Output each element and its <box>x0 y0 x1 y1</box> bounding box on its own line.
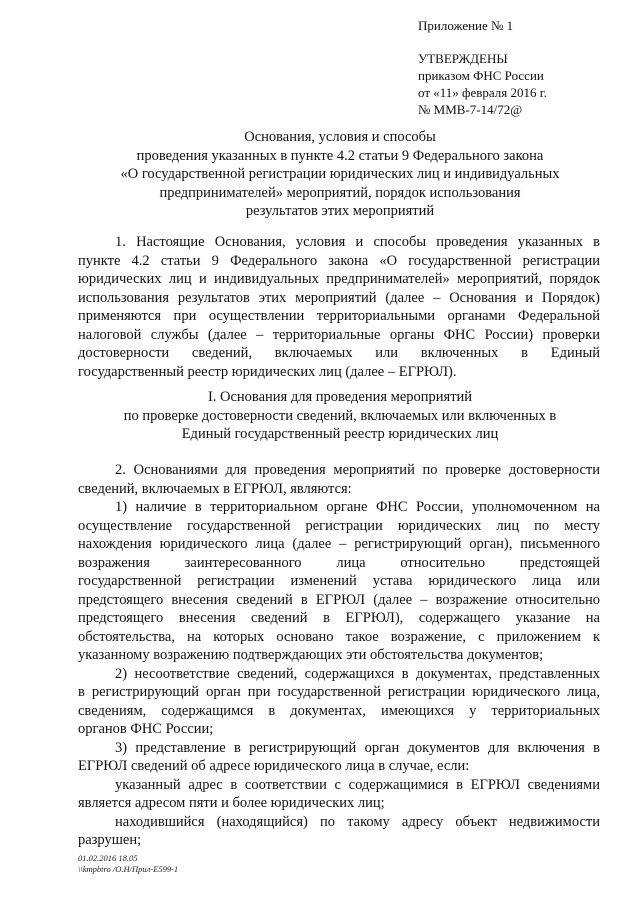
section-heading-line: Единый государственный реестр юридических лиц <box>181 426 499 442</box>
text-line: сведений, включаемых в ЕГРЮЛ, являются: <box>78 480 352 497</box>
text-line: в регистрирующий орган при государственной регистрации юридического лица, <box>78 684 600 700</box>
text-line: указанный адрес в соответствии с содержащимися в ЕГРЮЛ сведениями <box>115 776 600 793</box>
title-line: проведения указанных в пункте 4.2 статьи 9 Федерального закона <box>136 147 544 164</box>
text-line: 1. Настоящие Основания, условия и способы проведения указанных в <box>115 234 600 250</box>
document-title <box>60 128 620 221</box>
text-line: предстоящего внесения сведений в ЕГРЮЛ), содержащего указание на <box>78 610 600 626</box>
text-line: налоговой службы (далее – территориальные органы ФНС России) проверки <box>78 326 600 343</box>
order-date: от «11» февраля 2016 г. <box>418 85 547 100</box>
text-line: органов ФНС России; <box>78 721 214 737</box>
section-heading-line: по проверке достоверности сведений, включаемых или включенных в <box>123 407 557 424</box>
title-line: «О государственной регистрации юридических лиц и индивидуальных <box>120 166 560 182</box>
text-line: сведениям, содержащимся в документах, имеющихся у территориальных <box>78 702 600 719</box>
text-line: возражения заинтересованного лица относительно предстоящей <box>78 554 600 571</box>
document-footer <box>78 853 178 875</box>
text-line: достоверности сведений, включаемых или включенных в Единый <box>78 345 600 361</box>
approved-label: УТВЕРЖДЕНЫ <box>418 51 508 66</box>
text-line: осуществление государственной регистрации юридических лиц по месту <box>78 517 600 534</box>
text-line: использования результатов этих мероприятий (далее – Основания и Порядок) <box>78 289 600 306</box>
title-line: результатов этих мероприятий <box>245 203 435 219</box>
order-number: № ММВ-7-14/72@ <box>418 102 523 117</box>
footer-timestamp: 01.02.2016 18.05 <box>78 853 138 863</box>
text-line: обстоятельства, на которых основано такое возражение, с приложением к <box>78 628 600 645</box>
approval-stamp <box>418 50 547 118</box>
text-line: 3) представление в регистрирующий орган документов для включения в <box>115 739 600 756</box>
text-line: предстоящего внесения сведений в ЕГРЮЛ (далее – возражение относительно <box>78 591 600 608</box>
text-line: указанному возражению подтверждающих эти обстоятельства документов; <box>78 647 544 663</box>
section-1-heading <box>60 388 620 444</box>
text-line: нахождения юридического лица (далее – регистрирующий орган), письменного <box>78 536 600 552</box>
order-line: приказом ФНС России <box>418 68 544 83</box>
paragraph-1 <box>78 233 600 381</box>
text-line: находившийся (находящийся) по такому адресу объект недвижимости <box>115 813 600 830</box>
text-line: разрушен; <box>78 832 142 848</box>
text-line: государственный реестр юридических лиц (далее – ЕГРЮЛ). <box>78 363 457 380</box>
text-line: юридических лиц и индивидуальных предпринимателей» мероприятий, порядок <box>78 271 600 287</box>
text-line: пункте 4.2 статьи 9 Федерального закона «О государственной регистрации <box>78 252 600 269</box>
text-line: применяются при осуществлении территориальными органами Федеральной <box>78 308 600 324</box>
section-heading-line: I. Основания для проведения мероприятий <box>207 389 473 405</box>
text-line: является адресом пяти и более юридических лиц; <box>78 795 385 811</box>
text-line: государственной регистрации изменений устава юридического лица или <box>78 573 600 589</box>
footer-file-path: \\kmpbtro /О.Н/Прил-Е599-1 <box>78 864 179 874</box>
text-line: 2. Основаниями для проведения мероприятий по проверке достоверности <box>115 462 600 478</box>
text-line: ЕГРЮЛ сведений об адресе юридического лица в случае, если: <box>78 758 470 774</box>
text-line: 1) наличие в территориальном органе ФНС России, уполномоченном на <box>115 499 600 515</box>
paragraph-2 <box>78 461 600 850</box>
text-line: 2) несоответствие сведений, содержащихся в документах, представленных <box>115 665 600 682</box>
title-line: предпринимателей» мероприятий, порядок использования <box>159 184 521 201</box>
appendix-label: Приложение № 1 <box>418 18 514 33</box>
title-line: Основания, условия и способы <box>244 129 436 145</box>
